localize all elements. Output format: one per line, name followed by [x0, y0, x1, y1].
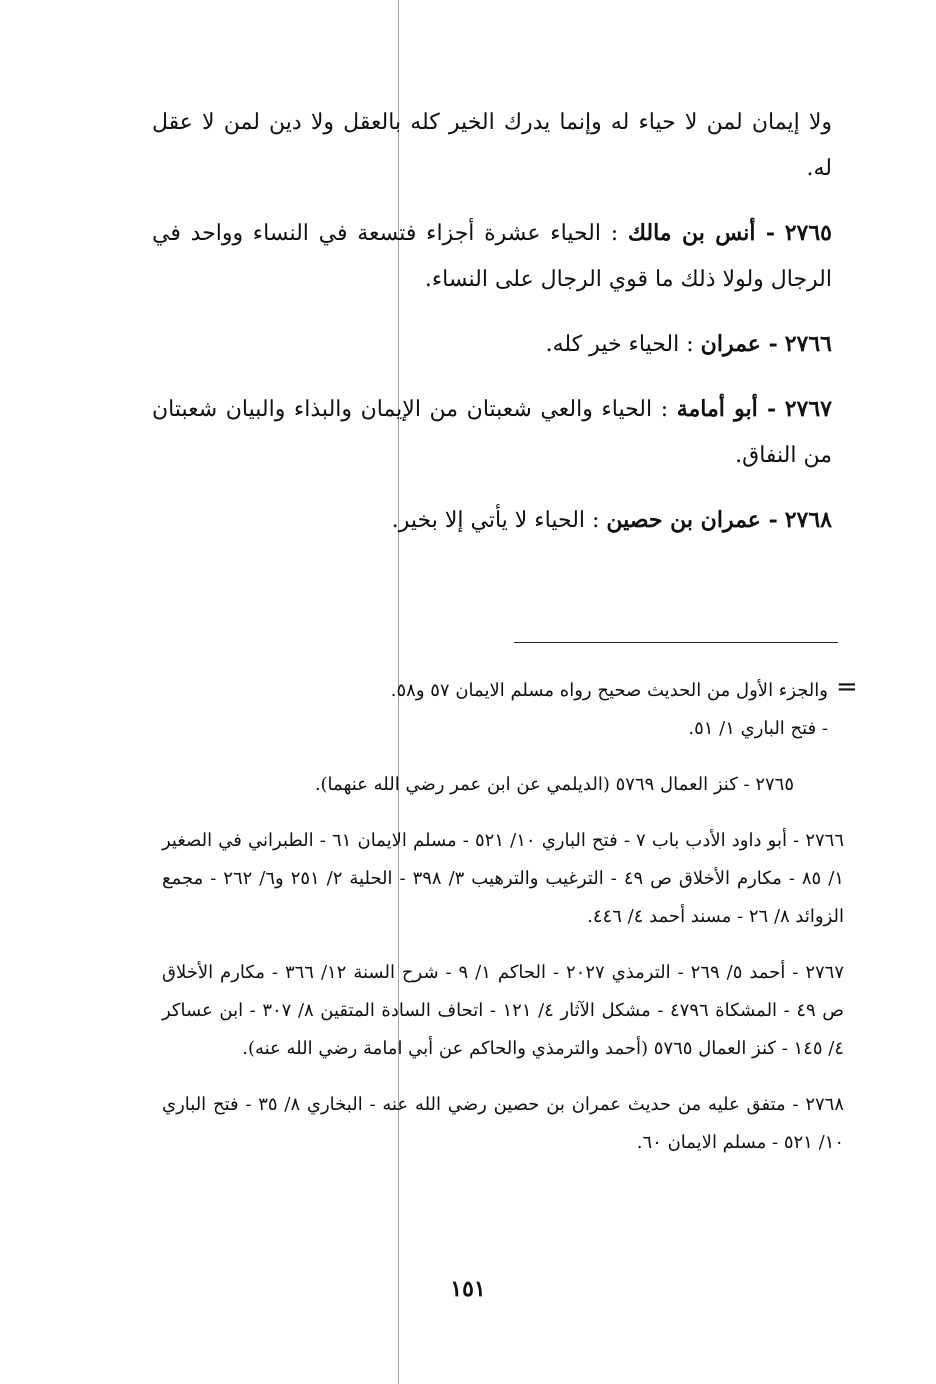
- footnote-item: ٢٧٦٥ - كنز العمال ٥٧٦٩ (الديلمي عن ابن عمر رضي الله عنهما).: [314, 774, 794, 795]
- footnotes: [162, 672, 844, 1180]
- hadith-number: ٢٧٦٧: [784, 396, 832, 422]
- hadith-text: : الحياء عشرة أجزاء فتسعة في النساء وواحد في الرجال ولولا ذلك ما قوي الرجال على النساء.: [152, 221, 832, 292]
- footnote-item: ٢٧٦٧ - أحمد ٥/ ٢٦٩ - الترمذي ٢٠٢٧ - الحاكم ١/ ٩ - شرح السنة ١٢/ ٣٦٦ - مكارم الأخلاق ص ٤٩ - المشكاة ٤٧٩٦ - مشكل الآثار ٤/ ١٢١ - اتحاف السادة المتقين ٨/ ٣٠٧ - ابن عساكر ٤/ ١٤٥ - كنز العمال ٥٧٦٥ (أحمد والترمذي والحاكم عن أبي امامة رضي الله عنه).: [162, 962, 845, 1059]
- hadith-narrator: أنس بن مالك: [627, 220, 756, 246]
- continuation-paragraph: ولا إيمان لمن لا حياء له وإنما يدرك الخير كله بالعقل ولا دين لمن لا عقل له.: [152, 110, 832, 181]
- hadith-number: ٢٧٦٦: [784, 331, 832, 357]
- hadith-narrator: عمران: [700, 331, 761, 357]
- hadith-narrator: أبو أمامة: [676, 396, 758, 422]
- hadith-text: : الحياء خير كله.: [545, 332, 694, 357]
- footnote-item: ٢٧٦٦ - أبو داود الأدب باب ٧ - فتح الباري ١٠/ ٥٢١ - مسلم الايمان ٦١ - الطبراني في الصغير ١/ ٨٥ - مكارم الأخلاق ص ٤٩ - الترغيب والترهيب ٣/ ٣٩٨ - الحلية ٢/ ٢٥١ و٦/ ٢٦٢ - مجمع الزوائد ٨/ ٢٦ - مسند أحمد ٤/ ٤٤٦.: [162, 830, 844, 927]
- continuation-marker: =: [836, 672, 858, 702]
- footnote-separator: [514, 642, 838, 643]
- footnote-continuation: [162, 672, 844, 748]
- page-number: ١٥١: [450, 1276, 486, 1302]
- hadith-text: : الحياء والعي شعبتان من الإيمان والبذاء والبيان شعبتان من النفاق.: [152, 397, 832, 468]
- hadith-number: ٢٧٦٨: [784, 507, 832, 533]
- hadith-number: ٢٧٦٥: [784, 220, 832, 246]
- footnote-continuation-line: والجزء الأول من الحديث صحيح رواه مسلم الايمان ٥٧ و٥٨.: [390, 680, 828, 701]
- footnote-continuation-line: - فتح الباري ١/ ٥١.: [688, 718, 828, 739]
- hadith-narrator: عمران بن حصين: [606, 507, 761, 533]
- hadith-entry: ٢٧٦٨ - عمران بن حصين : الحياء لا يأتي إلا بخير.: [391, 507, 832, 533]
- hadith-entry: ٢٧٦٦ - عمران : الحياء خير كله.: [545, 331, 832, 357]
- hadith-entry: ٢٧٦٧ - أبو أمامة : الحياء والعي شعبتان من الإيمان والبذاء والبيان شعبتان من النفاق.: [152, 396, 832, 468]
- hadith-text: : الحياء لا يأتي إلا بخير.: [391, 508, 600, 533]
- hadith-entry: ٢٧٦٥ - أنس بن مالك : الحياء عشرة أجزاء فتسعة في النساء وواحد في الرجال ولولا ذلك ما قوي الرجال على النساء.: [152, 220, 832, 292]
- main-text: [152, 100, 832, 562]
- footnote-item: ٢٧٦٨ - متفق عليه من حديث عمران بن حصين رضي الله عنه - البخاري ٨/ ٣٥ - فتح الباري ١٠/ ٥٢١ - مسلم الايمان ٦٠.: [162, 1094, 844, 1153]
